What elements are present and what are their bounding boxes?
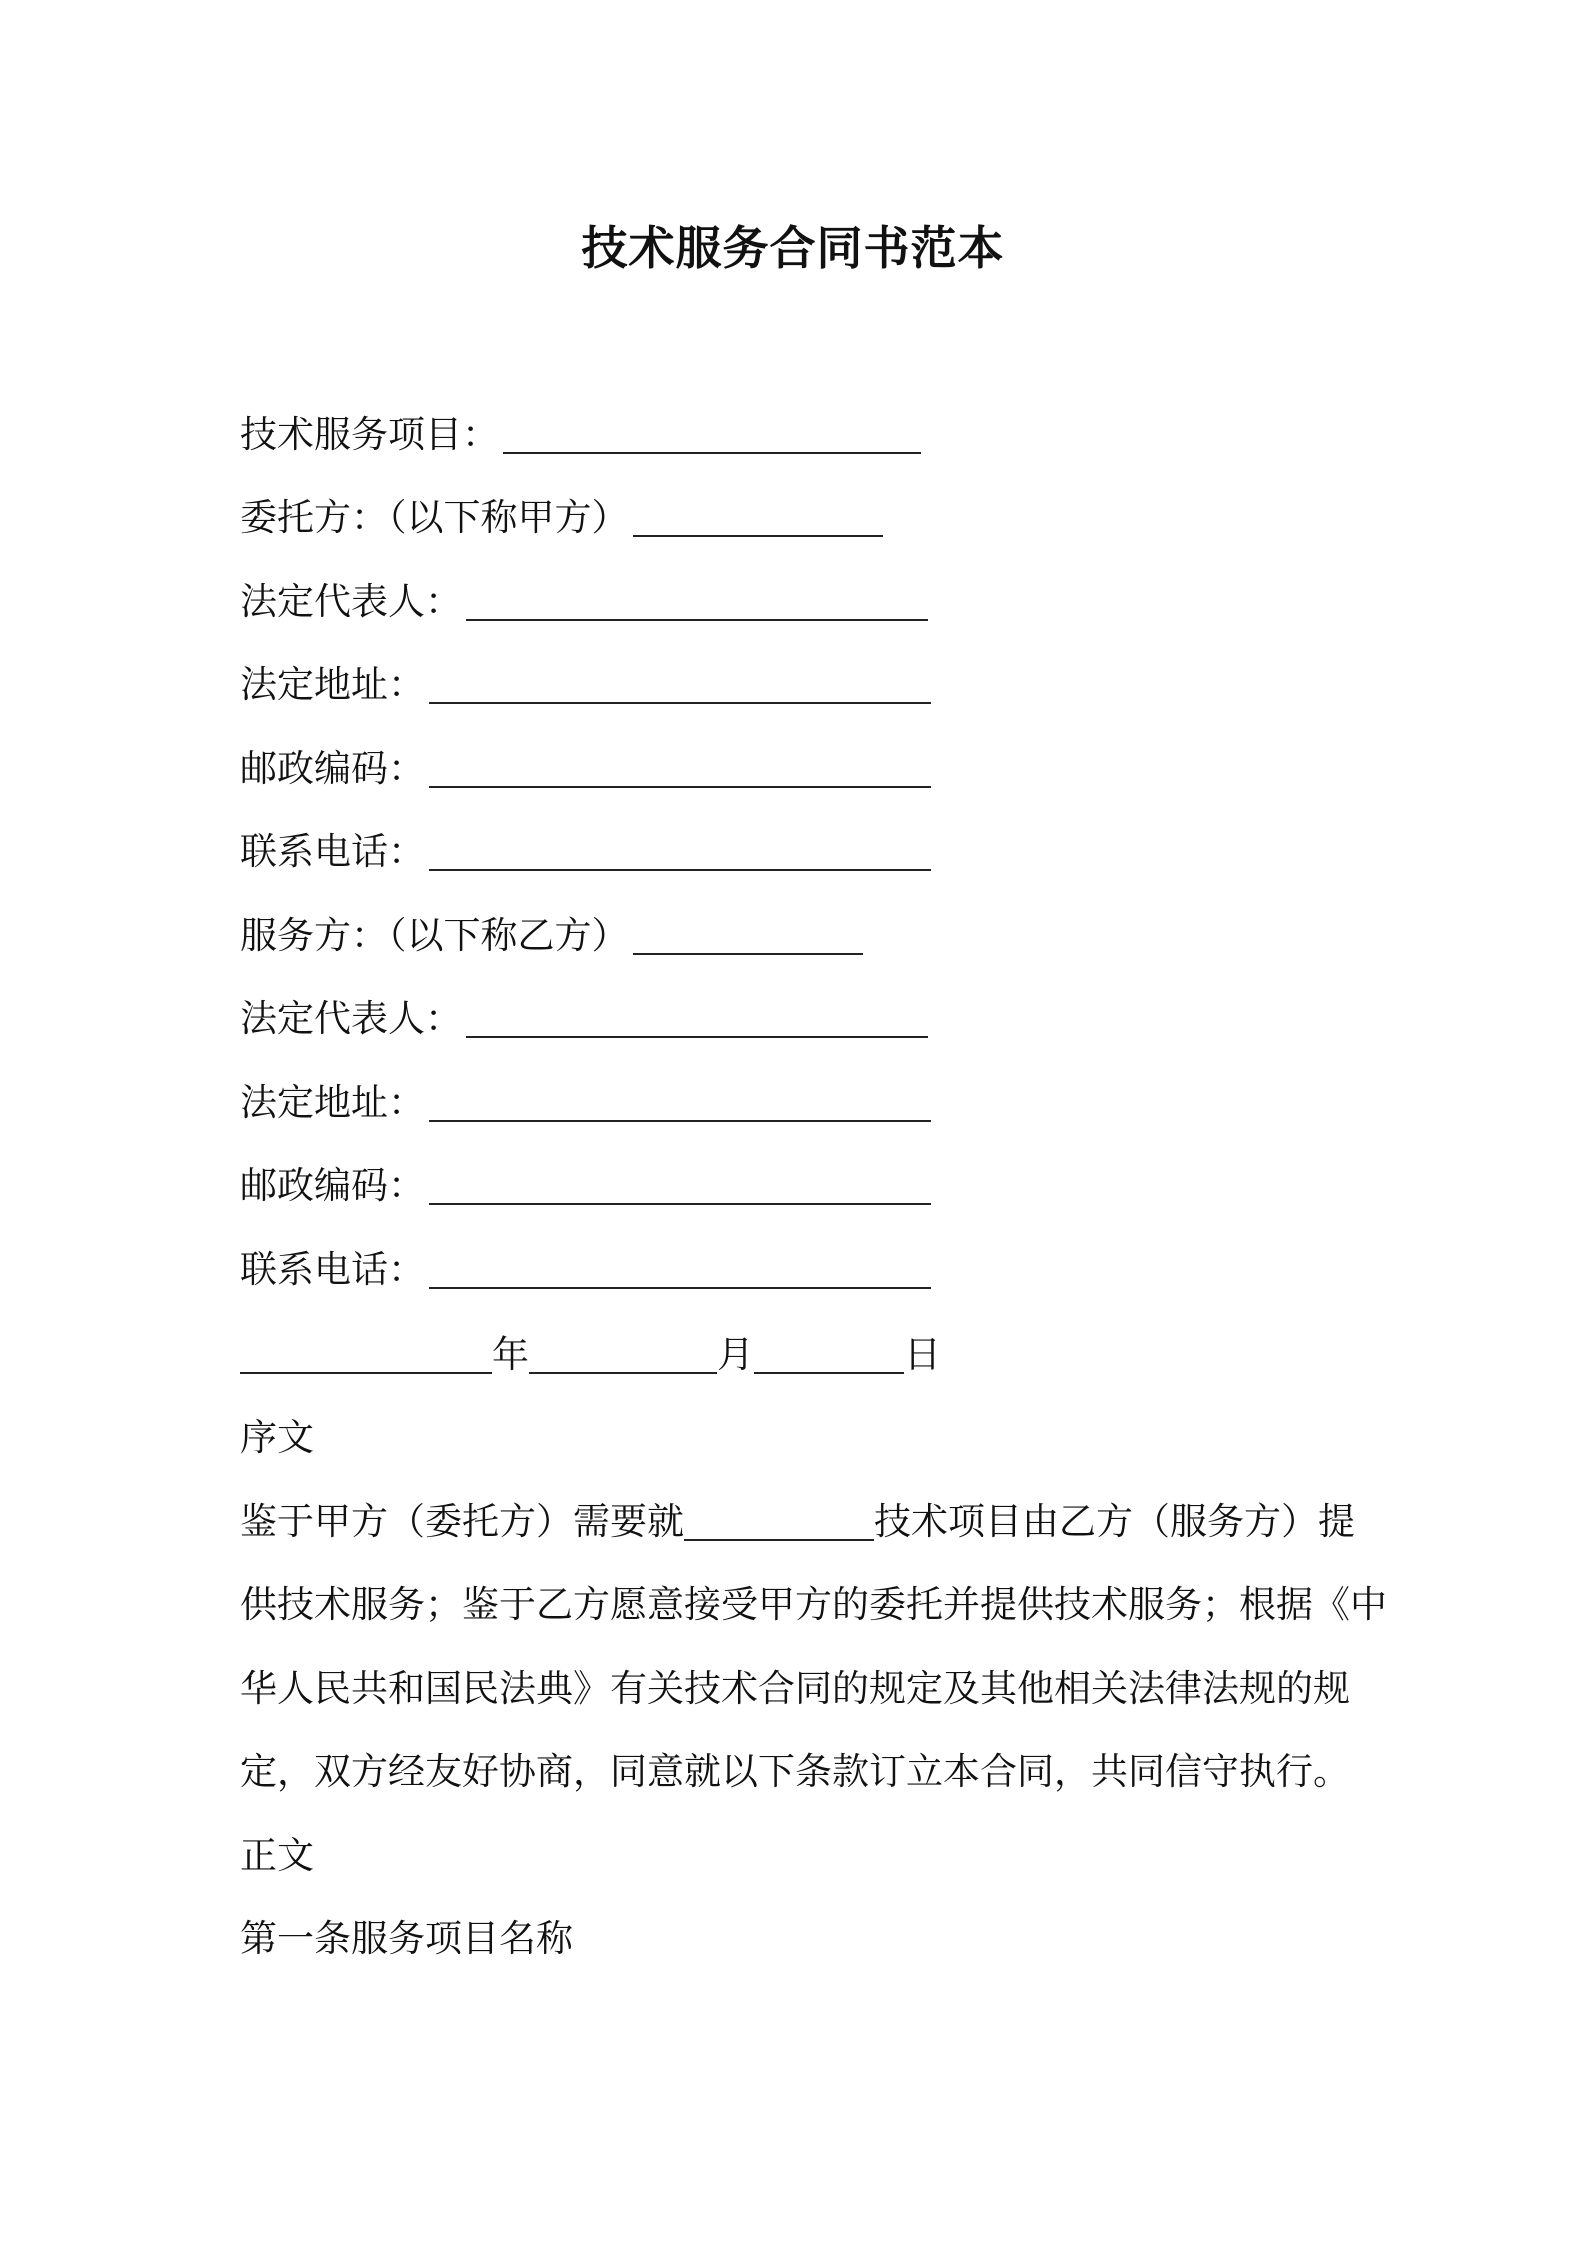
- field-legal-address-a: [240, 660, 931, 710]
- preface-line-4: [240, 1747, 1350, 1797]
- fill-in-blank[interactable]: [429, 750, 931, 788]
- preface-line-2: [240, 1580, 1387, 1630]
- article-1-heading: 第一条服务项目名称: [240, 1917, 573, 1960]
- field-label: 技术服务项目：: [240, 413, 499, 456]
- date-line: [240, 1330, 941, 1380]
- month-blank[interactable]: [529, 1336, 717, 1374]
- field-legal-representative-a: [240, 577, 928, 627]
- fill-in-blank[interactable]: [503, 416, 921, 454]
- preface-heading: 序文: [240, 1416, 314, 1459]
- document-title: 技术服务合同书范本: [581, 221, 1005, 275]
- field-label: 委托方：（以下称甲方）: [240, 496, 629, 539]
- field-service-party: [240, 911, 863, 961]
- fill-in-blank[interactable]: [429, 1251, 931, 1289]
- field-phone-b: [240, 1245, 931, 1295]
- fill-in-blank[interactable]: [429, 833, 931, 871]
- field-label: 法定地址：: [240, 1081, 425, 1124]
- body-heading: 正文: [240, 1834, 314, 1877]
- preface-text: 技术项目由乙方（服务方）提: [874, 1500, 1355, 1543]
- fill-in-blank[interactable]: [466, 1000, 928, 1038]
- preface-text: 华人民共和国民法典》有关技术合同的规定及其他相关法律法规的规: [240, 1667, 1350, 1710]
- preface-line-1: [240, 1497, 1355, 1547]
- field-legal-representative-b: [240, 994, 928, 1044]
- fill-in-blank[interactable]: [466, 583, 928, 621]
- field-postal-code-b: [240, 1161, 931, 1211]
- preface-text: 定，双方经友好协商，同意就以下条款订立本合同，共同信守执行。: [240, 1750, 1350, 1793]
- field-label: 联系电话：: [240, 1248, 425, 1291]
- field-label: 邮政编码：: [240, 1164, 425, 1207]
- preface-line-3: [240, 1664, 1350, 1714]
- field-label: 法定地址：: [240, 663, 425, 706]
- preface-text: 鉴于甲方（委托方）需要就: [240, 1500, 684, 1543]
- fill-in-blank[interactable]: [633, 917, 863, 955]
- field-label: 邮政编码：: [240, 747, 425, 790]
- project-blank[interactable]: [684, 1503, 874, 1541]
- day-blank[interactable]: [754, 1336, 904, 1374]
- field-postal-code-a: [240, 744, 931, 794]
- fill-in-blank[interactable]: [429, 1167, 931, 1205]
- fill-in-blank[interactable]: [429, 1084, 931, 1122]
- field-label: 法定代表人：: [240, 580, 462, 623]
- field-service-project: [240, 410, 921, 460]
- field-label: 法定代表人：: [240, 997, 462, 1040]
- field-legal-address-b: [240, 1078, 931, 1128]
- preface-text: 供技术服务；鉴于乙方愿意接受甲方的委托并提供技术服务；根据《中: [240, 1583, 1387, 1626]
- field-client-party: [240, 493, 883, 543]
- year-label: 年: [492, 1333, 529, 1376]
- field-label: 服务方：（以下称乙方）: [240, 914, 629, 957]
- field-phone-a: [240, 827, 931, 877]
- fill-in-blank[interactable]: [633, 499, 883, 537]
- fill-in-blank[interactable]: [429, 666, 931, 704]
- field-label: 联系电话：: [240, 830, 425, 873]
- month-label: 月: [717, 1333, 754, 1376]
- year-blank[interactable]: [240, 1336, 492, 1374]
- day-label: 日: [904, 1333, 941, 1376]
